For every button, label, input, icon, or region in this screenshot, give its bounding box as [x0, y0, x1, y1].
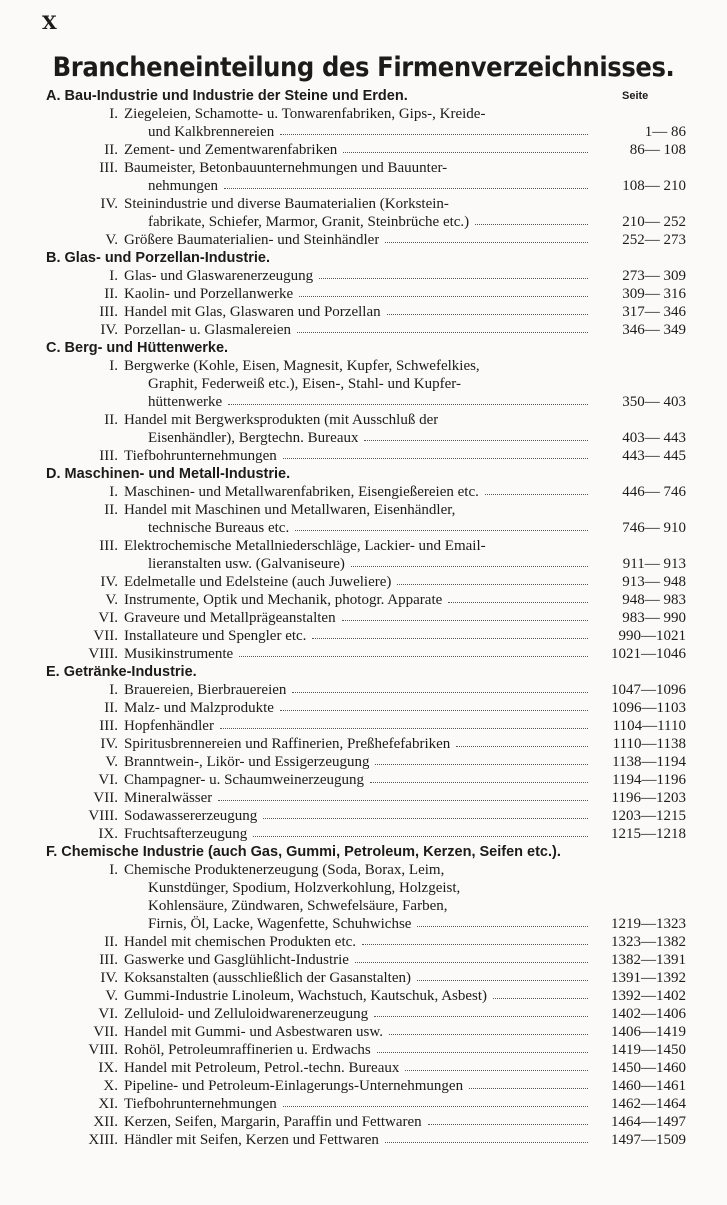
dot-leader [343, 141, 588, 153]
entry-text: Elektrochemische Metallniederschläge, Lackier- und Email- [124, 538, 486, 554]
entry-text: Champagner- u. Schaumweinerzeugung [124, 772, 365, 788]
dot-leader [239, 645, 588, 657]
page-range: 746— 910 [622, 520, 686, 536]
entry-number: I. [109, 862, 118, 878]
toc-entry [46, 303, 686, 321]
entry-number: II. [104, 142, 118, 158]
toc-entry [46, 231, 686, 249]
entry-text: Handel mit Bergwerksprodukten (mit Ausschluß der [124, 412, 439, 428]
entry-number: II. [104, 286, 118, 302]
entry-text: Zelluloid- und Zelluloidwarenerzeugung [124, 1006, 369, 1022]
entry-text: Hopfenhändler [124, 718, 214, 734]
page-range: 1323—1382 [611, 934, 686, 950]
entry-text: Firnis, Öl, Lacke, Wagenfette, Schuhwichse [148, 916, 412, 932]
toc-entry [46, 591, 686, 609]
toc-entry [46, 195, 686, 231]
toc-entry [46, 537, 686, 573]
entry-text: Gummi-Industrie Linoleum, Wachstuch, Kautschuk, Asbest) [124, 988, 488, 1004]
entry-text: Kohlensäure, Zündwaren, Schwefelsäure, Farben, [148, 898, 448, 914]
page-range: 1392—1402 [611, 988, 686, 1004]
dot-leader [295, 519, 588, 531]
dot-leader [389, 1023, 588, 1035]
entry-text: Kunstdünger, Spodium, Holzverkohlung, Holzgeist, [148, 880, 461, 896]
page-range: 317— 346 [622, 304, 686, 320]
page-range: 1110—1138 [612, 736, 686, 752]
toc-entry [46, 933, 686, 951]
entry-text: Tiefbohrunternehmungen [124, 1096, 277, 1112]
entry-text: Graphit, Federweiß etc.), Eisen-, Stahl- und Kupfer- [148, 376, 461, 392]
page-range: 1219—1323 [611, 916, 686, 932]
toc-entry [46, 357, 686, 411]
page-range: 913— 948 [622, 574, 686, 590]
toc-entry [46, 141, 686, 159]
entry-text: Koksanstalten (ausschließlich der Gasanstalten) [124, 970, 411, 986]
entry-text: Maschinen- und Metallwarenfabriken, Eisengießereien etc. [124, 484, 479, 500]
page-range: 1096—1103 [611, 700, 686, 716]
dot-leader [428, 1113, 588, 1125]
entry-text: hüttenwerke [148, 394, 223, 410]
page-range: 309— 316 [622, 286, 686, 302]
toc-entry [46, 627, 686, 645]
entry-number: I. [109, 268, 118, 284]
entry-text: Ziegeleien, Schamotte- u. Tonwarenfabriken, Gips-, Kreide- [124, 106, 486, 122]
page-range: 273— 309 [622, 268, 686, 284]
page-range: 1450—1460 [611, 1060, 686, 1076]
dot-leader [228, 393, 588, 405]
dot-leader [218, 789, 588, 801]
dot-leader [253, 825, 588, 837]
toc-entry [46, 1131, 686, 1149]
section-heading: F. Chemische Industrie (auch Gas, Gummi, Petroleum, Kerzen, Seifen etc.). [46, 844, 561, 860]
entry-text: Handel mit Maschinen und Metallwaren, Eisenhändler, [124, 502, 456, 518]
dot-leader [283, 447, 588, 459]
entry-text: Pipeline- und Petroleum-Einlagerungs-Unternehmungen [124, 1078, 464, 1094]
entry-text: Kaolin- und Porzellanwerke [124, 286, 294, 302]
dot-leader [475, 213, 588, 225]
toc-entry [46, 105, 686, 141]
entry-text: Handel mit Gummi- und Asbestwaren usw. [124, 1024, 383, 1040]
dot-leader [385, 231, 588, 243]
entry-number: IV. [100, 322, 118, 338]
entry-text: Brauereien, Bierbrauereien [124, 682, 287, 698]
section-heading: C. Berg- und Hüttenwerke. [46, 340, 229, 356]
seite-column-header: Seite [622, 90, 649, 102]
entry-number: X. [103, 1078, 118, 1094]
entry-number: I. [109, 358, 118, 374]
entry-text: Zement- und Zementwarenfabriken [124, 142, 338, 158]
toc-entry [46, 573, 686, 591]
entry-text: Mineralwässer [124, 790, 213, 806]
page-range: 1196—1203 [611, 790, 686, 806]
dot-leader [299, 285, 588, 297]
entry-number: IV. [100, 970, 118, 986]
toc-entry [46, 411, 686, 447]
entry-text: Baumeister, Betonbauunternehmungen und Bauunter- [124, 160, 448, 176]
dot-leader [405, 1059, 588, 1071]
dot-leader [342, 609, 588, 621]
entry-text: Instrumente, Optik und Mechanik, photogr. Apparate [124, 592, 443, 608]
entry-text: technische Bureaus etc. [148, 520, 290, 536]
toc-entry [46, 987, 686, 1005]
toc-entry [46, 645, 686, 663]
entry-number: III. [99, 160, 118, 176]
dot-leader [292, 681, 588, 693]
dot-leader [319, 267, 588, 279]
page-range: 1497—1509 [611, 1132, 686, 1148]
entry-number: II. [104, 502, 118, 518]
toc-entry [46, 483, 686, 501]
dot-leader [263, 807, 588, 819]
toc-entry [46, 771, 686, 789]
entry-text: Spiritusbrennereien und Raffinerien, Preßhefefabriken [124, 736, 451, 752]
entry-number: IV. [100, 196, 118, 212]
page-range: 948— 983 [622, 592, 686, 608]
dot-leader [362, 933, 588, 945]
toc-entry [46, 699, 686, 717]
page-range: 1382—1391 [611, 952, 686, 968]
dot-leader [375, 753, 588, 765]
entry-text: Eisenhändler), Bergtechn. Bureaux [148, 430, 359, 446]
page-range: 1402—1406 [611, 1006, 686, 1022]
page-range: 1460—1461 [611, 1078, 686, 1094]
toc-entry [46, 447, 686, 465]
table-of-contents [46, 87, 686, 1149]
entry-number: I. [109, 484, 118, 500]
dot-leader [493, 987, 588, 999]
toc-entry [46, 807, 686, 825]
entry-number: IX. [98, 1060, 118, 1076]
toc-entry [46, 267, 686, 285]
entry-number: V. [105, 232, 118, 248]
page-range: 403— 443 [622, 430, 686, 446]
toc-entry [46, 789, 686, 807]
entry-number: III. [99, 952, 118, 968]
entry-number: I. [109, 106, 118, 122]
entry-text: Händler mit Seifen, Kerzen und Fettwaren [124, 1132, 379, 1148]
dot-leader [448, 591, 588, 603]
entry-text: und Kalkbrennereien [148, 124, 275, 140]
entry-text: Installateure und Spengler etc. [124, 628, 307, 644]
dot-leader [283, 1095, 588, 1107]
page-range: 983— 990 [622, 610, 686, 626]
entry-text: Musikinstrumente [124, 646, 234, 662]
entry-text: Größere Baumaterialien- und Steinhändler [124, 232, 380, 248]
entry-text: Glas- und Glaswarenerzeugung [124, 268, 314, 284]
entry-text: Rohöl, Petroleumraffinerien u. Erdwachs [124, 1042, 371, 1058]
dot-leader [374, 1005, 588, 1017]
page-range: 1215—1218 [611, 826, 686, 842]
entry-number: IV. [100, 736, 118, 752]
toc-entry [46, 969, 686, 987]
toc-entry [46, 717, 686, 735]
entry-number: IV. [100, 574, 118, 590]
dot-leader [355, 951, 588, 963]
dot-leader [280, 123, 588, 135]
toc-entry [46, 501, 686, 537]
page-range: 1391—1392 [611, 970, 686, 986]
dot-leader [312, 627, 588, 639]
dot-leader [485, 483, 588, 495]
entry-text: fabrikate, Schiefer, Marmor, Granit, Steinbrüche etc.) [148, 214, 470, 230]
toc-entry [46, 951, 686, 969]
entry-number: XIII. [88, 1132, 118, 1148]
page-range: 252— 273 [622, 232, 686, 248]
page-range: 911— 913 [622, 556, 686, 572]
toc-entry [46, 159, 686, 195]
page-range: 1104—1110 [612, 718, 686, 734]
page-range: 1462—1464 [611, 1096, 686, 1112]
entry-text: Tiefbohrunternehmungen [124, 448, 277, 464]
entry-text: Gaswerke und Gasglühlicht-Industrie [124, 952, 349, 968]
entry-number: II. [104, 700, 118, 716]
entry-number: VIII. [88, 808, 118, 824]
entry-text: Handel mit chemischen Produkten etc. [124, 934, 357, 950]
toc-entry [46, 1059, 686, 1077]
page-range: 1464—1497 [611, 1114, 686, 1130]
dot-leader [297, 321, 588, 333]
entry-text: nehmungen [148, 178, 218, 194]
section-heading: B. Glas- und Porzellan-Industrie. [46, 250, 270, 266]
page-range: 1194—1196 [612, 772, 686, 788]
entry-text: Handel mit Petroleum, Petrol.-techn. Bureaux [124, 1060, 400, 1076]
toc-entry [46, 1113, 686, 1131]
entry-text: Porzellan- u. Glasmalereien [124, 322, 292, 338]
page-range: 1419—1450 [611, 1042, 686, 1058]
section-heading: A. Bau-Industrie und Industrie der Steine und Erden. [46, 88, 408, 104]
toc-entry [46, 1077, 686, 1095]
dot-leader [351, 555, 588, 567]
entry-number: II. [104, 934, 118, 950]
toc-entry [46, 825, 686, 843]
toc-entry [46, 1041, 686, 1059]
dot-leader [377, 1041, 588, 1053]
entry-number: I. [109, 682, 118, 698]
toc-entry [46, 735, 686, 753]
page-range: 346— 349 [622, 322, 686, 338]
page-range: 1047—1096 [611, 682, 686, 698]
entry-text: Handel mit Glas, Glaswaren und Porzellan [124, 304, 381, 320]
entry-number: XII. [93, 1114, 118, 1130]
page-range: 108— 210 [622, 178, 686, 194]
page-range: 210— 252 [622, 214, 686, 230]
entry-text: Malz- und Malzprodukte [124, 700, 274, 716]
toc-entry [46, 861, 686, 933]
entry-number: VIII. [88, 646, 118, 662]
page-range: 990—1021 [618, 628, 686, 644]
entry-number: III. [99, 304, 118, 320]
entry-number: VII. [93, 628, 118, 644]
dot-leader [397, 573, 588, 585]
entry-text: Fruchtsafterzeugung [124, 826, 248, 842]
page-range: 446— 746 [622, 484, 686, 500]
entry-text: Edelmetalle und Edelsteine (auch Juweliere) [124, 574, 392, 590]
dot-leader [417, 969, 588, 981]
entry-text: Bergwerke (Kohle, Eisen, Magnesit, Kupfer, Schwefelkies, [124, 358, 480, 374]
entry-number: VIII. [88, 1042, 118, 1058]
entry-text: lieranstalten usw. (Galvaniseure) [148, 556, 345, 572]
toc-entry [46, 681, 686, 699]
entry-number: V. [105, 988, 118, 1004]
page-range: 443— 445 [622, 448, 686, 464]
page-range: 1021—1046 [611, 646, 686, 662]
entry-number: IX. [98, 826, 118, 842]
dot-leader [370, 771, 588, 783]
dot-leader [220, 717, 588, 729]
dot-leader [364, 429, 588, 441]
page-range: 350— 403 [622, 394, 686, 410]
entry-number: VI. [98, 772, 118, 788]
section-heading: D. Maschinen- und Metall-Industrie. [46, 466, 291, 482]
entry-number: XI. [98, 1096, 118, 1112]
entry-text: Steinindustrie und diverse Baumaterialien (Korkstein- [124, 196, 449, 212]
entry-number: VI. [98, 610, 118, 626]
page-range: 86— 108 [629, 142, 686, 158]
dot-leader [387, 303, 588, 315]
entry-number: V. [105, 592, 118, 608]
toc-entry [46, 1095, 686, 1113]
entry-number: III. [99, 538, 118, 554]
page-range: 1— 86 [644, 124, 686, 140]
page-range: 1203—1215 [611, 808, 686, 824]
page-title: Brancheneinteilung des Firmenverzeichnisses. [52, 52, 675, 83]
entry-text: Chemische Produktenerzeugung (Soda, Borax, Leim, [124, 862, 445, 878]
entry-number: III. [99, 448, 118, 464]
entry-number: VII. [93, 1024, 118, 1040]
toc-entry [46, 285, 686, 303]
section-heading: E. Getränke-Industrie. [46, 664, 197, 680]
toc-entry [46, 609, 686, 627]
dot-leader [469, 1077, 588, 1089]
toc-entry [46, 1005, 686, 1023]
dot-leader [224, 177, 588, 189]
dot-leader [417, 915, 588, 927]
entry-number: VI. [98, 1006, 118, 1022]
dot-leader [280, 699, 588, 711]
page-range: 1138—1194 [612, 754, 686, 770]
toc-entry [46, 1023, 686, 1041]
entry-number: III. [99, 718, 118, 734]
dot-leader [456, 735, 588, 747]
toc-entry [46, 321, 686, 339]
entry-number: II. [104, 412, 118, 428]
entry-text: Kerzen, Seifen, Margarin, Paraffin und Fettwaren [124, 1114, 422, 1130]
entry-text: Graveure und Metallprägeanstalten [124, 610, 336, 626]
entry-text: Branntwein-, Likör- und Essigerzeugung [124, 754, 370, 770]
entry-number: VII. [93, 790, 118, 806]
page-range: 1406—1419 [611, 1024, 686, 1040]
page-number: X [42, 12, 57, 34]
entry-number: V. [105, 754, 118, 770]
dot-leader [385, 1131, 588, 1143]
entry-text: Sodawassererzeugung [124, 808, 258, 824]
toc-entry [46, 753, 686, 771]
